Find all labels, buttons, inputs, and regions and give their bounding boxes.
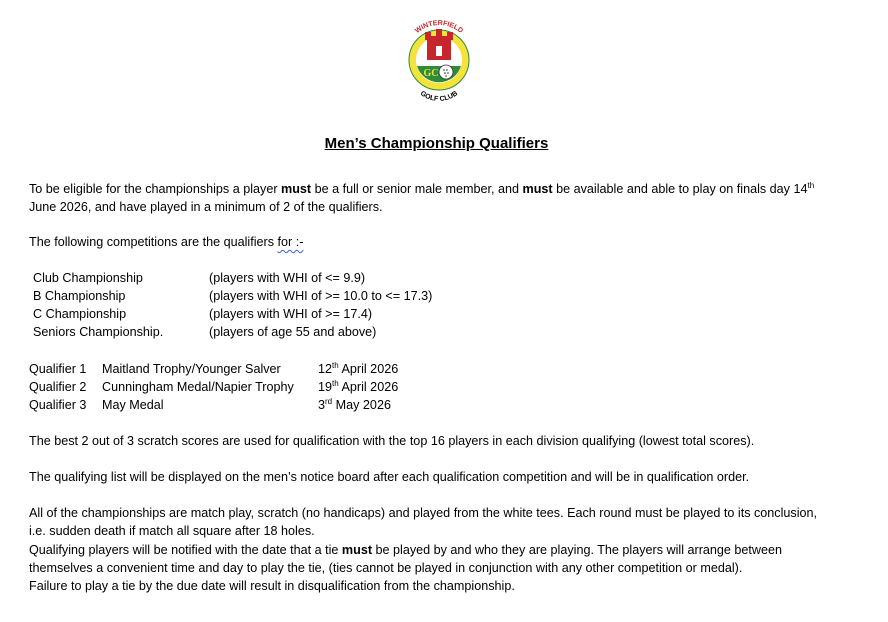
- svg-text:GOLF CLUB: GOLF CLUB: [418, 90, 460, 104]
- failure-paragraph: Failure to play a tie by the due date will result in disqualification from the championship.: [29, 579, 515, 593]
- qualifier-row: Qualifier 1 Maitland Trophy/Younger Salver 12th April 2026: [29, 361, 399, 376]
- division-row: B Championship (players with WHI of >= 10.0 to <= 17.3): [33, 289, 433, 303]
- qualifier-date: 12th April 2026: [318, 361, 399, 376]
- best-scores-paragraph: The best 2 out of 3 scratch scores are used for qualification with the top 16 players in each division qualifying (lowest total scores).: [29, 434, 755, 448]
- match-play-paragraph: All of the championships are match play, scratch (no handicaps) and played from the white tees. Each round must be played to its conclusion, i.e. sudden death if match all square after 18 holes.: [29, 506, 818, 538]
- svg-text:GC: GC: [423, 68, 439, 79]
- eligibility-paragraph: To be eligible for the championships a player must be a full or senior male member, and must be available and able to play on finals day 14th June 2026, and have played in a minimum of 2 of the qualifiers.: [29, 181, 815, 214]
- division-row: C Championship (players with WHI of >= 17.4): [33, 307, 373, 321]
- svg-text:WINTERFIELD: WINTERFIELD: [414, 19, 465, 35]
- qualifier-date: 3rd May 2026: [318, 397, 391, 412]
- division-row: Club Championship (players with WHI of <= 9.9): [33, 271, 366, 285]
- qualifier-row: Qualifier 3 May Medal 3rd May 2026: [29, 397, 391, 412]
- qualifiers-intro: The following competitions are the qualifiers for :-: [29, 235, 304, 249]
- notice-board-paragraph: The qualifying list will be displayed on the men’s notice board after each qualification competition and will be in qualification order.: [29, 470, 750, 484]
- qualifier-row: Qualifier 2 Cunningham Medal/Napier Trophy 19th April 2026: [29, 379, 399, 394]
- winterfield-golf-club-logo: [398, 14, 480, 110]
- page-title: Men’s Championship Qualifiers: [324, 135, 549, 152]
- qualifier-date: 19th April 2026: [318, 379, 399, 394]
- division-row: Seniors Championship. (players of age 55 and above): [33, 325, 377, 339]
- tie-paragraph: Qualifying players will be notified with the date that a tie must be played by and who they are playing. The players will arrange between themselves a convenient time and day to play the tie, (ties cannot be played in conjunction with any other competition or medal).: [29, 543, 783, 575]
